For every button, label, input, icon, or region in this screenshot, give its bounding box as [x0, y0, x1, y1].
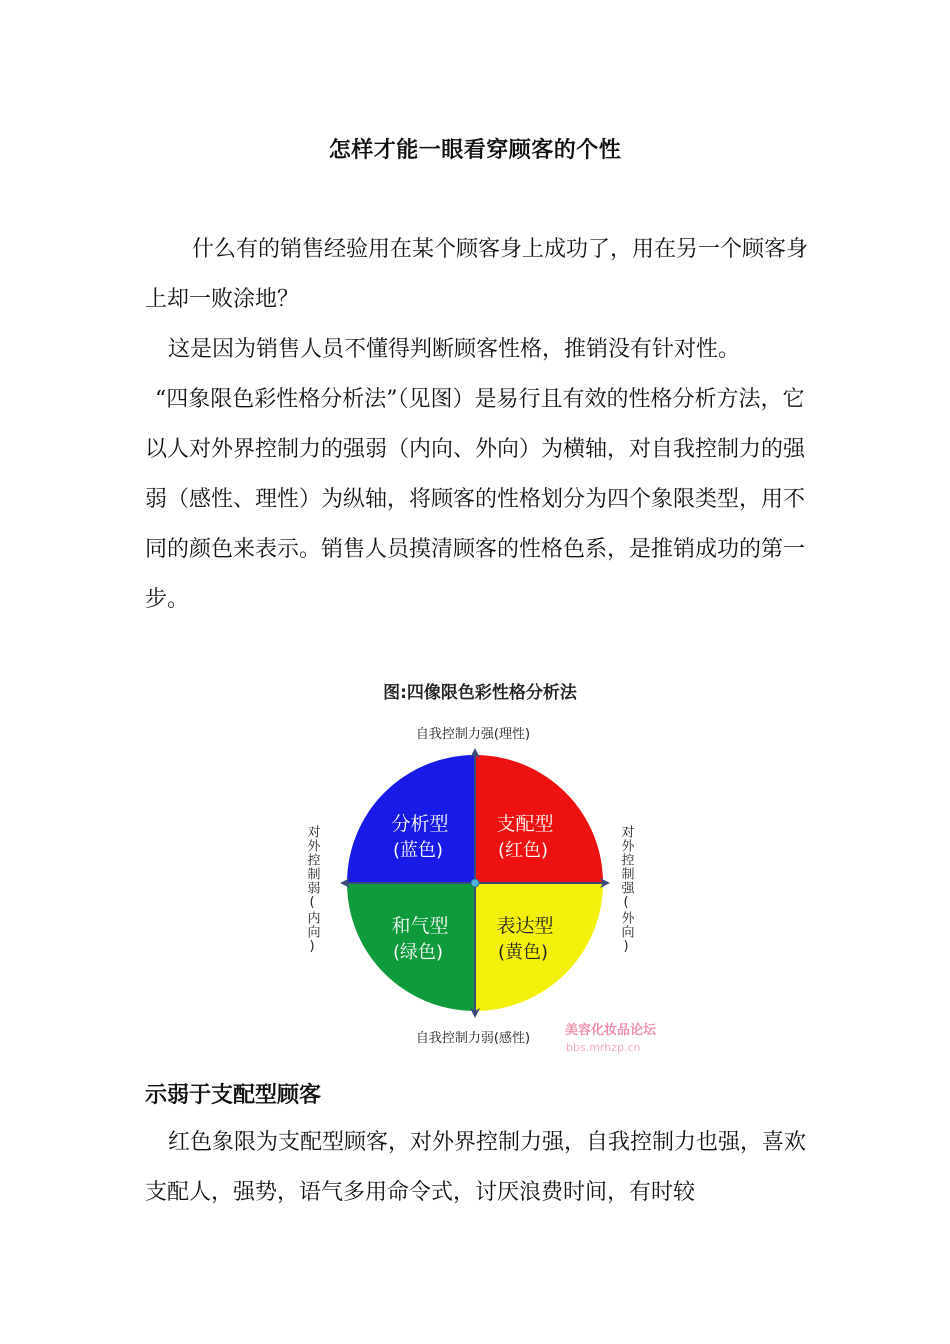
quadrant-color-yellow: (黄色) [497, 942, 549, 963]
axis-label-top: 自我控制力强(理性) [415, 727, 531, 742]
paragraph-dominant-type: 红色象限为支配型顾客，对外界控制力强，自我控制力也强，喜欢支配人，强势，语气多用命令式，讨厌浪费时间，有时较 [145, 1130, 807, 1205]
quadrant-color-green: (绿色) [392, 942, 444, 963]
quadrant-label-analytical: 分析型 [391, 813, 449, 835]
watermark-title: 美容化妆品论坛 [565, 1023, 657, 1038]
axis-origin-dot [471, 879, 479, 887]
paragraph-method: “四象限色彩性格分析法”（见图）是易行且有效的性格分析方法，它以人对外界控制力的强弱（内向、外向）为横轴，对自我控制力的强弱（感性、理性）为纵轴，将顾客的性格划分为四个象限类型，用不同的颜色来表示。销售人员摸清顾客的性格色系，是推销成功的第一步。 [145, 387, 806, 612]
axis-label-bottom: 自我控制力弱(感性) [415, 1031, 531, 1046]
axis-label-right: 对外控制强(外向) [618, 825, 634, 955]
watermark-url: bbs.mrhzp.cn [566, 1041, 641, 1054]
quadrant-diagram [290, 670, 670, 1060]
quadrant-label-amiable: 和气型 [391, 915, 449, 937]
section-heading: 示弱于支配型顾客 [145, 1083, 322, 1108]
quadrant-color-blue: (蓝色) [392, 840, 444, 861]
paragraph-intro: 什么有的销售经验用在某个顾客身上成功了，用在另一个顾客身上却一败涂地？ [145, 237, 809, 312]
figure-caption: 图:四像限色彩性格分析法 [383, 683, 577, 703]
quadrant-figure [290, 670, 670, 1060]
quadrant-label-dominant: 支配型 [496, 813, 554, 835]
quadrant-label-expressive: 表达型 [496, 915, 554, 937]
axis-label-left: 对外控制弱(内向) [304, 825, 320, 955]
quadrant-color-red: (红色) [497, 840, 549, 861]
document-title: 怎样才能一眼看穿顾客的个性 [328, 138, 622, 163]
paragraph-reason: 这是因为销售人员不懂得判断顾客性格，推销没有针对性。 [168, 337, 741, 362]
